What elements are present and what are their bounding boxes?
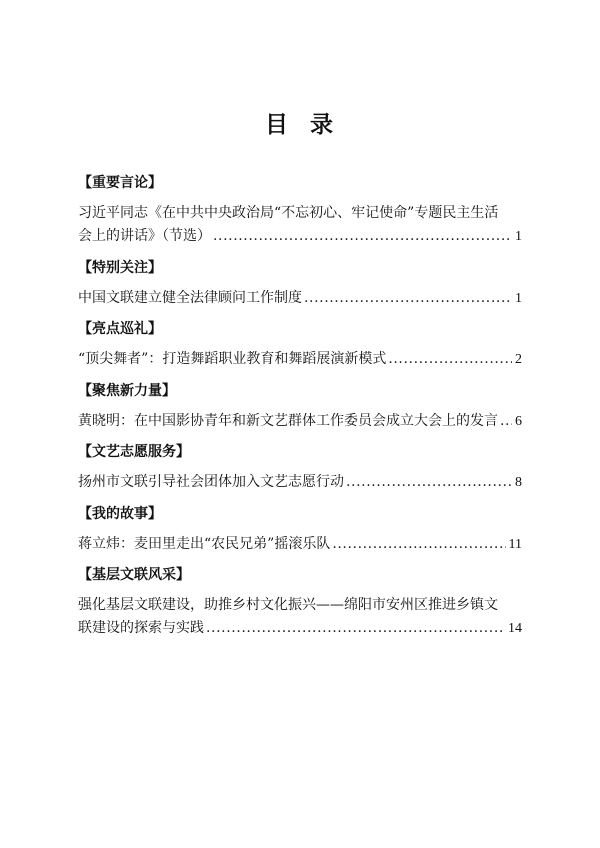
toc-entry [78,594,522,640]
toc-section-special-focus [78,257,522,310]
page-number: 6 [512,410,522,433]
toc-section-new-forces [78,380,522,433]
page-number: 1 [512,287,522,310]
page-number: 11 [506,533,522,556]
page-number: 2 [512,348,522,371]
entry-title: “顶尖舞者”：打造舞蹈职业教育和舞蹈展演新模式 [78,351,387,367]
toc-entry [78,348,522,371]
entry-title: 扬州市文联引导社会团体加入文艺志愿行动 [78,474,344,490]
toc-entry [78,202,522,248]
section-heading: 【我的故事】 [78,505,162,522]
toc-section-volunteer-service [78,441,522,494]
section-heading: 【基层文联风采】 [78,567,190,583]
toc-section-grassroots [78,564,522,640]
section-heading: 【亮点巡礼】 [78,321,162,337]
toc-entry [78,471,522,494]
section-heading: 【文艺志愿服务】 [78,444,190,460]
toc-entry [78,410,522,433]
entry-title: 习近平同志《在中共中央政治局“不忘初心、牢记使命”专题民主生活会上的讲话》（节选） [78,205,499,244]
toc-entry [78,287,522,310]
page-number: 1 [512,225,522,248]
page-number: 14 [505,617,522,640]
page-number: 8 [512,471,522,494]
table-of-contents [78,172,522,649]
entry-title: 蒋立炜：麦田里走出“农民兄弟”摇滚乐队 [78,535,331,552]
toc-entry [78,533,522,556]
entry-title: 黄晓明：在中国影协青年和新文艺群体工作委员会成立大会上的发言 [78,412,498,429]
entry-title: 中国文联建立健全法律顾问工作制度 [78,289,302,306]
page-title: 目 录 [264,111,335,138]
entry-title: 强化基层文联建设，助推乡村文化振兴——绵阳市安州区推进乡镇文联建设的探索与实践 [78,597,498,636]
toc-section-highlights [78,318,522,371]
section-heading: 【特别关注】 [78,259,162,276]
toc-section-my-story [78,503,522,556]
toc-section-important-speeches [78,172,522,248]
section-heading: 【聚焦新力量】 [78,382,176,399]
section-heading: 【重要言论】 [78,175,162,191]
